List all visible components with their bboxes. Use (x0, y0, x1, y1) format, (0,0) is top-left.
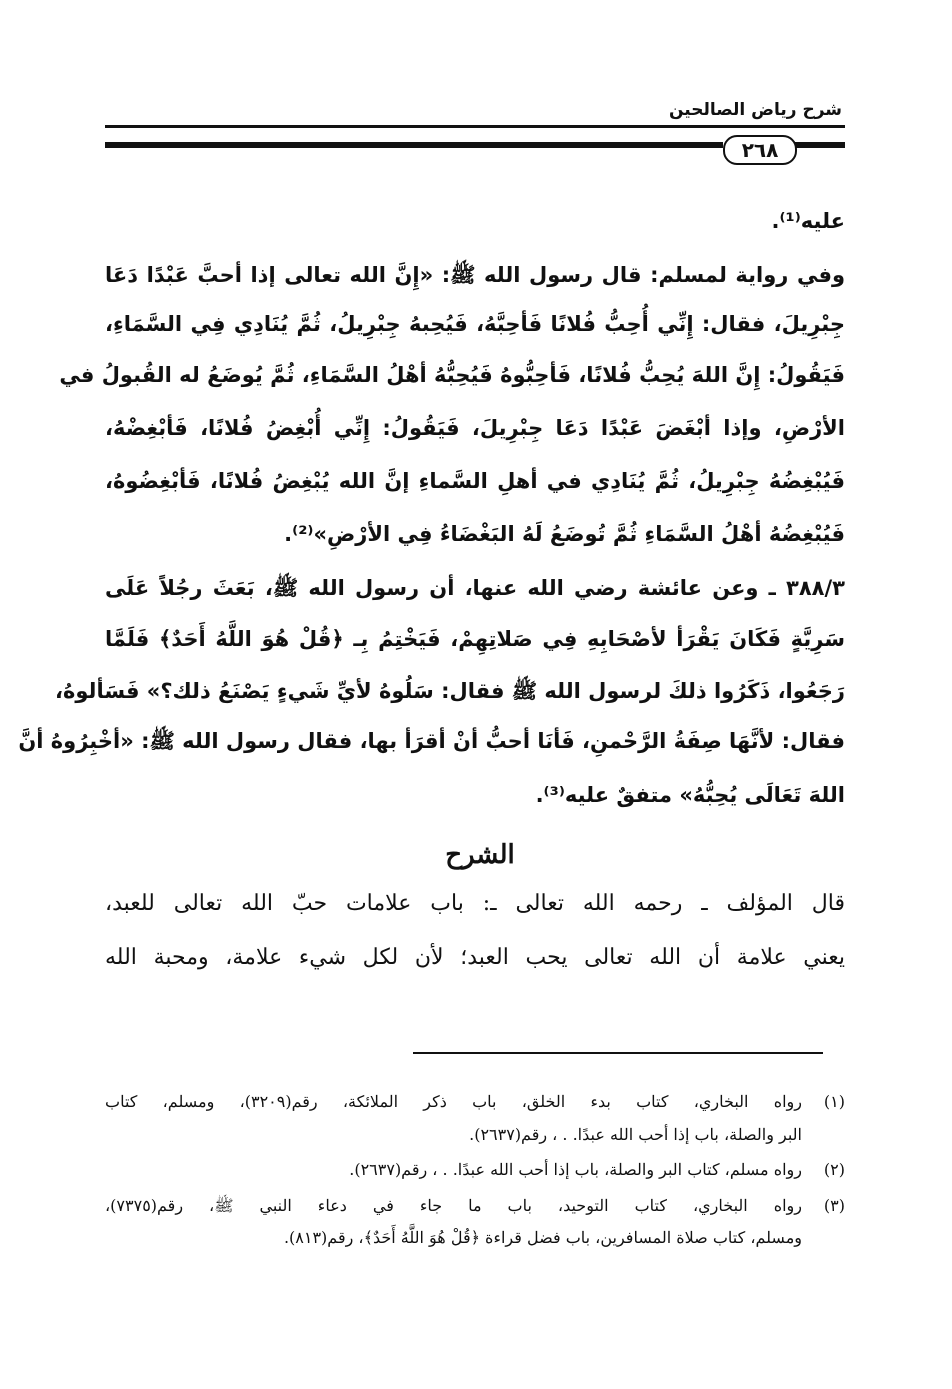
commentary-heading: الشرح (445, 840, 515, 870)
footnote-line: رواه البخاري، كتاب التوحيد، باب ما جاء في دعاء النبي ﷺ، رقم(٧٣٧٥)، (105, 1196, 802, 1215)
text-line: فَيُبْغِضُهُ أهْلُ السَّمَاءِ ثُمَّ تُوضَعُ لَهُ البَغْضَاءُ فِي الأرْضِ»⁽²⁾. (284, 522, 845, 546)
commentary-line: قال المؤلف ـ رحمه الله تعالى ـ: باب علامات حبّ الله تعالى للعبد، (105, 891, 845, 916)
text-line: رَجَعُوا، ذَكَرُوا ذلكَ لرسول الله ﷺ فقال: سَلُوهُ لأيِّ شَيءٍ يَصْنَعُ ذلك؟» فَسَألوهُ، (55, 679, 845, 703)
footnote-line: ومسلم، كتاب صلاة المسافرين، باب فضل قراءة ﴿قُلْ هُوَ اللَّهُ أَحَدٌ﴾، رقم(٨١٣). (283, 1228, 802, 1247)
commentary-line: يعني علامة أن الله تعالى يحب العبد؛ لأن لكل شيء علامة، ومحبة الله (105, 945, 845, 970)
header-rule-left (105, 142, 723, 148)
text-line: عليه⁽¹⁾. (771, 209, 845, 233)
text-line: الأرْضِ، وإذا أبْغَضَ عَبْدًا دَعَا جِبْرِيلَ، فَيَقُولُ: إِنِّي أُبْغِضُ فُلانًا، فَأبْغِضْهُ، (105, 416, 845, 440)
footnote-marker: (١) (823, 1092, 845, 1111)
text-line: وفي رواية لمسلم: قال رسول الله ﷺ: «إِنَّ الله تعالى إذا أحبَّ عَبْدًا دَعَا (105, 263, 845, 287)
header-rule-top (105, 125, 845, 128)
text-line: فَيَقُولُ: إِنَّ اللهَ يُحِبُّ فُلانًا، فَأحِبُّوهُ فَيُحِبُّهُ أهْلُ السَّمَاءِ، ثُمَّ يُوضَعُ له القُبولُ في (59, 363, 845, 387)
footnote-marker: (٣) (823, 1196, 845, 1215)
text-line: ٣٨٨/٣ ـ وعن عائشة رضي الله عنها، أن رسول الله ﷺ، بَعَثَ رجُلاً عَلَى (105, 576, 845, 600)
text-line: فقال: لأنَّهَا صِفَةُ الرَّحْمنِ، فَأنَا أحبُّ أنْ أقرَأ بها، فقال رسول الله ﷺ: «أخْبِرُوهُ أنَّ (18, 729, 845, 753)
footnote-line: رواه مسلم، كتاب البر والصلة، باب إذا أحب الله عبدًا. . ، رقم(٢٦٣٧). (349, 1160, 802, 1179)
text-line: جِبْرِيلَ، فقال: إِنِّي أُحِبُّ فُلانًا فَأحِبَّهُ، فَيُحِبهُ جِبْرِيلُ، ثُمَّ يُنَادِي فِي السَّمَاءِ، (105, 312, 845, 336)
footnote-separator (413, 1052, 823, 1054)
header-rule-right (793, 142, 845, 148)
page-number: ٢٦٨ (723, 135, 797, 165)
text-line: فَيُبْغِضُهُ جِبْرِيلُ، ثُمَّ يُنَادِي في أهلِ السَّماءِ إنَّ الله يُبْغِضُ فُلانًا، فَأبْغِضُوهُ، (105, 469, 845, 493)
footnote-marker: (٢) (823, 1160, 845, 1179)
footnote-line: البر والصلة، باب إذا أحب الله عبدًا. . ، رقم(٢٦٣٧). (469, 1125, 802, 1144)
text-line: اللهَ تَعَالَى يُحِبُّهُ» متفقٌ عليه⁽³⁾. (535, 783, 845, 807)
footnote-line: رواه البخاري، كتاب بدء الخلق، باب ذكر الملائكة، رقم(٣٢٠٩)، ومسلم، كتاب (105, 1092, 803, 1111)
text-line: سَرِيَّةٍ فَكَانَ يَقْرَأ لأصْحَابِهِ فِي صَلاتِهِمْ، فَيَخْتِمُ بِـ ﴿قُلْ هُوَ اللَّهُ أَحَدٌ﴾ فَلَمَّا (105, 627, 845, 651)
running-title: شرح رياض الصالحين (668, 100, 842, 120)
